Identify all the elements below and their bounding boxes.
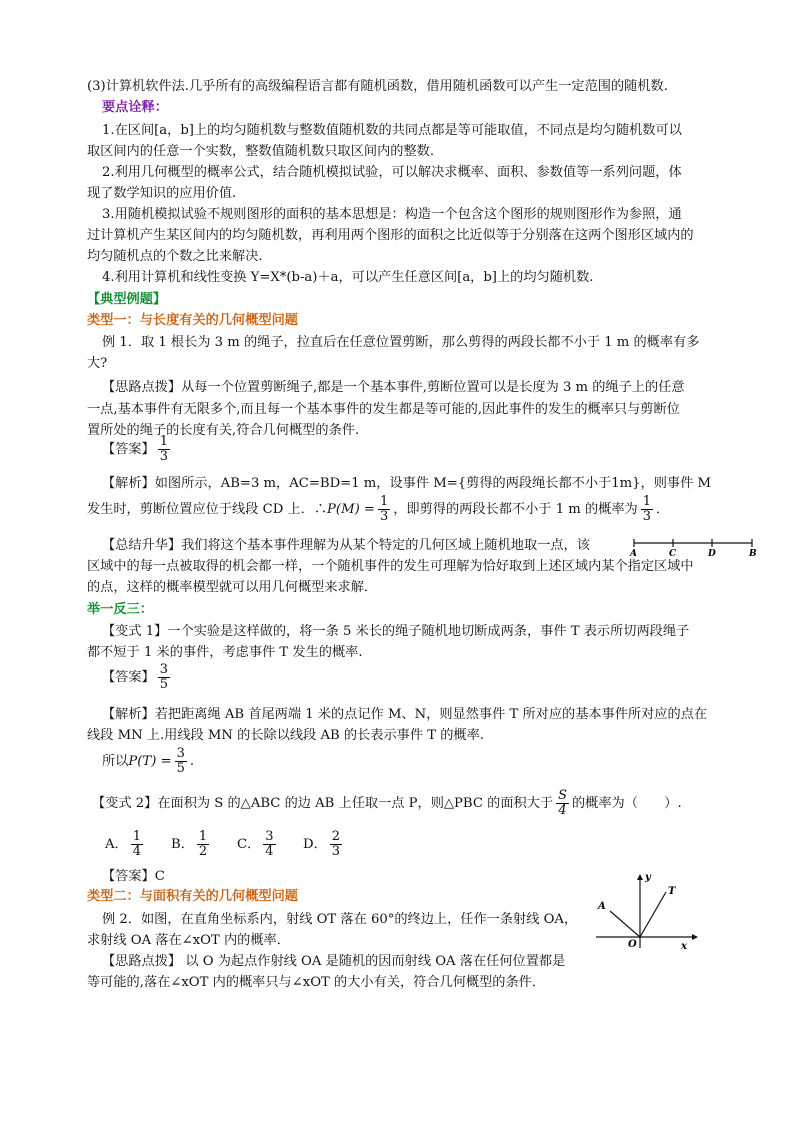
text-line: 【思路点拨】从每一个位置剪断绳子,都是一个基本事件,剪断位置可以是长度为 3 m 的绳子上的任意 (102, 380, 685, 395)
ray-label-t: T (668, 886, 676, 897)
option-b[interactable]: B． $\frac{1}{2}$ (171, 829, 208, 859)
text-line: 置所处的绳子的长度有关,符合几何概型的条件. (87, 423, 360, 438)
fraction: $\frac{3}{5}$ (176, 746, 185, 776)
formula: P(M) = (327, 502, 375, 517)
text-line: 求射线 OA 落在∠xOT 内的概率． (87, 933, 290, 948)
text-line: 均匀随机点的个数之比来解决. (87, 249, 263, 264)
text-line: 【思路点拨】 以 O 为起点作射线 OA 是随机的因而射线 OA 落在任何位置都是 (102, 954, 566, 969)
text-line: 一点,基本事件有无限多个,而且每一个基本事件的发生都是等可能的,因此事件的发生的概率只与剪断位 (87, 402, 680, 417)
axes-figure (592, 868, 702, 950)
solution-line: 所以P(T) = $\frac{3}{5}$ . (102, 746, 195, 776)
point-label-c: C (669, 549, 677, 557)
text-line: 例 1．取 1 根长为 3 m 的绳子，拉直后在任意位置剪断，那么剪得的两段长都不小于 1 m 的概率有多 (102, 335, 700, 350)
answer-line: 【答案】C (102, 869, 165, 884)
section-heading-type2: 类型二：与面积有关的几何概型问题 (87, 889, 298, 904)
answer-line (102, 660, 742, 696)
formula: P(T) = (128, 754, 172, 769)
text-line: 过计算机产生某区间内的均匀随机数，再利用两个图形的面积之比近似等于分别落在这两个图形区域内的 (87, 228, 694, 243)
solution-line: 发生时，剪断位置应位于线段 CD 上．∴P(M) = $\frac{1}{3}$ ，即剪得的两段长都不小于 1 m 的概率为 $\frac{1}{3}$ ． (87, 494, 670, 524)
text-line: 取区间内的任意一个实数，整数值随机数只取区间内的整数. (87, 144, 435, 159)
section-heading-examples: 【典型例题】 (87, 292, 167, 307)
answer-label: 【答案】 (102, 442, 155, 457)
option-d[interactable]: D． $\frac{2}{3}$ (303, 829, 341, 859)
text-line: 【解析】若把距离绳 AB 首尾两端 1 米的点记作 M、N，则显然事件 T 所对应的基本事件所对应的点在 (102, 707, 708, 722)
ray-label-a: A (598, 901, 606, 912)
segment-figure (626, 537, 762, 557)
options-line (105, 826, 745, 864)
text-line: 等可能的,落在∠xOT 内的概率只与∠xOT 的大小有关，符合几何概型的条件． (87, 975, 546, 990)
fraction: $\frac{S}{4}$ (558, 788, 567, 818)
section-heading-type1: 类型一：与长度有关的几何概型问题 (87, 313, 298, 328)
text-line: 【变式 1】一个实验是这样做的，将一条 5 米长的绳子随机地切断成两条，事件 T 表示所切两段绳子 (102, 624, 690, 639)
option-a[interactable]: A． $\frac{1}{4}$ (105, 829, 141, 859)
text-line: (3)计算机软件法.几乎所有的高级编程语言都有随机函数，借用随机函数可以产生一定范围的随机数. (87, 79, 668, 94)
section-heading-variants: 举一反三： (87, 602, 153, 617)
text-line: 【总结升华】我们将这个基本事件理解为从某个特定的几何区域上随机地取一点，该 (102, 538, 590, 553)
section-heading-key-points: 要点诠释： (102, 100, 168, 115)
text-line: 3.用随机模拟试验不规则图形的面积的基本思想是：构造一个包含这个图形的规则图形作为参照，通 (102, 207, 682, 222)
point-label-d: D (708, 549, 716, 557)
fraction: $\frac{3}{5}$ (159, 662, 169, 692)
text-line: 现了数学知识的应用价值. (87, 186, 237, 201)
text-line: 的点，这样的概率模型就可以用几何概型来求解． (87, 580, 378, 595)
point-label-a: A (630, 549, 637, 557)
question-line: 【变式 2】在面积为 S 的△ABC 的边 AB 上任取一点 P，则△PBC 的面积大于 $\frac{S}{4}$ 的概率为（ ）. (92, 788, 682, 818)
axis-label-x: x (681, 941, 687, 950)
fraction: $\frac{1}{3}$ (159, 434, 169, 464)
text-line: 2.利用几何概型的概率公式，结合随机模拟试验，可以解决求概率、面积、参数值等一系列问题，体 (102, 165, 682, 180)
point-label-b: B (749, 549, 757, 557)
text-line: 例 2．如图，在直角坐标系内，射线 OT 落在 60°的终边上，任作一条射线 OA， (102, 912, 578, 927)
text-line: 都不短于 1 米的事件，考虑事件 T 发生的概率. (87, 645, 363, 660)
fraction: $\frac{1}{3}$ (642, 494, 652, 524)
text-line: 1.在区间[a，b]上的均匀随机数与整数值随机数的共同点都是等可能取值，不同点是均匀随机数可以 (102, 123, 682, 138)
text-line: 线段 MN 上.用线段 MN 的长除以线段 AB 的长表示事件 T 的概率. (87, 728, 484, 743)
answer-line (102, 432, 742, 468)
option-c[interactable]: C． $\frac{3}{4}$ (237, 829, 274, 859)
answer-label: 【答案】 (102, 670, 155, 685)
text-line: 4.利用计算机和线性变换 Y=X*(b-a)＋a，可以产生任意区间[a，b]上的均匀随机数. (102, 270, 594, 285)
text-line: 区域中的每一点被取得的机会都一样，一个随机事件的发生可理解为恰好取到上述区域内某个指定区域中 (87, 559, 694, 574)
fraction: $\frac{1}{3}$ (379, 494, 389, 524)
text-line: 【解析】如图所示，AB=3 m，AC=BD=1 m，设事件 M={剪得的两段绳长都不小于1m}，则事件 M (102, 476, 711, 491)
text-line: 大? (87, 356, 108, 371)
axis-label-y: y (645, 872, 651, 883)
origin-label: O (628, 939, 637, 950)
